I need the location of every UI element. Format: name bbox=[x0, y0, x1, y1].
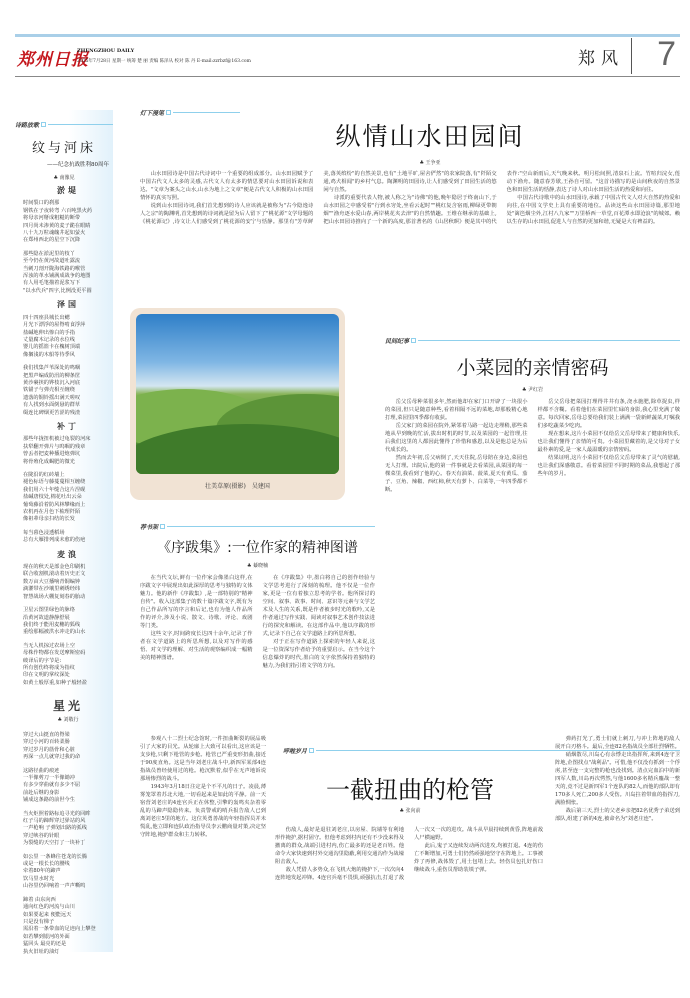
byline: ♣ 刘敬行 bbox=[57, 716, 79, 723]
stanza: 四十四座县城长出鳃 月光下漂浮的屋脊啃食浮萍 盐碱地伸出惨白的手指 丈量腐木记录的水位线 婴儿的摇篮卡在槐树顶端 像搁浅的木船等待季风 bbox=[23, 314, 86, 358]
poem-section-title: 麦浪 bbox=[57, 549, 79, 559]
paragraph: 战后第三天,烈士的父老乡亲把82名优秀子弟送到部队,组建了新的4连,被命名为"刘老庄连"。 bbox=[555, 808, 680, 822]
stanza: 每当暮色浸透稻场 总有大雁排列成未愈的伤疤 bbox=[23, 529, 86, 544]
column-label: 荐书架 bbox=[140, 524, 159, 531]
label-box bbox=[41, 122, 46, 127]
label-rule bbox=[48, 124, 113, 125]
article-body bbox=[275, 826, 543, 993]
stanza: 那些年拢扭机被过龟裂的河床 扶犁翻开弹片与呜咽的残章 曾丢者把麦种播进炮弹坑 将骨殖化成蝎肥的微光 bbox=[23, 436, 91, 465]
grassland-photo bbox=[136, 314, 339, 474]
byline: ♣ 南豫见 bbox=[53, 175, 75, 181]
issue-meta: 2025年7月28日 星期一 统筹 楚 丽 责编 陈泽从 校对 陈 丹 E-mail:zzrbzf@163.com bbox=[77, 59, 251, 64]
article-book-review bbox=[140, 522, 375, 694]
byline: ♣ 尹红岩 bbox=[521, 387, 544, 393]
byline: ♣ 王争亚 bbox=[419, 160, 441, 166]
label-box bbox=[160, 524, 165, 529]
poem-title: 纹与河床 bbox=[31, 141, 96, 156]
article-body bbox=[555, 735, 680, 993]
paragraph: 在当代文坛,鲜有一位作家会像墨白这样,在序跋文字中展现出如此深厚的思考与独特的文体魅力。他的新作《序跋集》,是一部特别的"精神自传"。收入这部集子的数十篇序跋文字,既有为自己作品所写的序言和后记,也有为他人作品所作的评介,涉及小说、散文、诗歌、评论、戏剧等门类。 bbox=[140, 575, 253, 629]
paragraph: 这些文字,时间跨度长达四十余年,记录了作者在文学道路上的所思所想,以及对写作的感悟、对文学的理解、对生活的观察编织成一幅精美的精神图谱。 bbox=[140, 631, 253, 661]
photo-caption: 壮美草原(摄影) 吴建国 bbox=[205, 483, 270, 490]
stanza: 在陇沿的红砖墙上 褪色标语与藤蔓蔓相互缠绕 我们用六十年缝合这片涅砚 盐碱唐枝处,棉花吐出云朵 葡萄藤沿着防风林攀缘而上 农机再在月色下梳理阡陌 像祖辈母亲扫结的长发 bbox=[23, 472, 86, 523]
paragraph: 诗派的重要代表人物,被人称之为"诗佛"的他,晚年隐居于终南山下,于山水田园之中感受着"行到水穷处,坐看云起时""桃红复含宿雨,柳绿更带朝烟""渔舟逐水爱山春,两岸桃花夹去津"的自然情趣。王维在继承的基础上,把山水田园诗推向了一个新的高度,那首著名的《山居秋暝》便是其中的代表作:"空山新雨后,天气晚来秋。明月松间照,清泉石上流。竹喧归浣女,莲动下渔舟。随意春芳歇,王孙自可留。"这首诗描写的是山间秋夜的自然景色和田园生活的恬静,表达了诗人对山水田园生活的热爱和向往。 bbox=[323, 171, 680, 225]
article-body bbox=[140, 170, 680, 298]
stanza: 时间裂口的刹那 钢铁在子夜转弯 六百吨黑火药 将母亲河掰成粗糙的断带 四月尚未渗黄的麦子跪在眼睛 八十九万粒魂魄井起如萤火 在郑州西北的星空下沉降 bbox=[23, 200, 93, 244]
label-box bbox=[411, 338, 416, 343]
poem-section-title: 泽国 bbox=[57, 300, 79, 310]
paragraph: 伤敌人,最好是退驻刘老庄,以房屋、院墙等有利地形作掩护,据村固守。但他考虑到村内还有不少没来得及撤离的群众,战端引进村内,伤亡最多的还是老百姓。他命令大家快速到村外交通沟里隐蔽,利用交通沟作为战壕阻击敌人。 bbox=[275, 827, 404, 865]
stanza: 当火炬照着路标追寻光的回眸 红子马的蹄辉穿过驿站的风 一声枪响 子弹划出路的弧线 穿过峡谷的针眼 为裂缝的天空打了一块补丁 bbox=[23, 810, 91, 847]
poem-column bbox=[15, 110, 113, 955]
column-label: 诗路放歌 bbox=[15, 122, 40, 129]
paragraph: 弹药打光了,勇士们就上刺刀,与冲上阵地的敌人展开白刃格斗。最后,全连82名指战员全部壮烈牺牲。 bbox=[555, 736, 680, 750]
paragraph: 山水田园诗是中国古代诗词中一个重要的组成部分。山水田园赋予了中国古代文人太多的灵感,古代文人有太多的情思要对山水田园诉说和表达。"文章为案头之山水,山水为地上之文章"便是古代文人积极的山水田园情怀的真实写照。 bbox=[140, 171, 314, 201]
byline: ♣ 张向前 bbox=[399, 808, 421, 814]
stanza: 这路径曲的痕迹 一半像剪刀一半像锄冲 有多少穿曲就有多少不屈 前赴后继的身影 铺成这条路的前世今生 bbox=[23, 767, 81, 804]
column-label: 呼啦岁月 bbox=[283, 748, 308, 755]
paragraph: 敌人凭借人多势众,在飞机大炮的掩护下,一次次向4连阵地发起冲锋。4连官兵毫不畏惧,顽强抗击,打退了敌人一次又一次的进攻。战斗从早晨持续到黄昏,阵地前敌人尸横遍野。 bbox=[275, 827, 543, 881]
stanza: 穿过大山挺直的脊梁 穿过小河的百转柔肠 穿过岁月的筋骨和心脏 再深一点儿就穿过我的命 bbox=[23, 731, 81, 761]
stanza: 卫星云图里绿色的脉络 沿黄河故道静静舒展 我们终于能用麦穗的狐线 重绘那幅被洪水冲走的山水 bbox=[23, 607, 86, 636]
poem-section-title: 补丁 bbox=[57, 421, 79, 431]
paragraph: 在《序跋集》中,墨白将自己的创作经验与文学思考进行了深刻的梳理。他不仅是一位作家,更是一位有着独立思考的学者。他所探讨的空间、叙事、故事、时间、意识等元素与文学艺术及人生的关系,既是作者被步时光的歌吟,又是作者通过写作实践、阅读对叙事艺术创作技法进行的探究和解读。在这部作品中,他以序跋的形式,记录下自己在文学道路上的所思所想。 bbox=[262, 575, 375, 637]
article-body bbox=[385, 398, 680, 718]
paragraph: 然而去年初,岳父病倒了,天天住院,岳母陪在身边,菜园也无人打理。出院后,他的第一件事就是去看菜园,从菜园的每一棵菜里,我看到了他的心。春天有油菜、菠菜,夏天有黄瓜、茄子、豆角、辣椒、西红柿,秋天有萝卜、白菜等,一年四季都不断。 bbox=[385, 455, 528, 493]
article-body bbox=[140, 735, 266, 993]
stanza: 我们找集芦苇深处的鸣咽 把黑声编成防汛的柳条筐 黄沙裹挟的铧枝沉入河底 铁锚子与弹壳相互缠绕 遗落的铜铃摇出满天嗟叹 有人找到水面倒悬的群草 缀连比碑烟更苦涩的残渣 bbox=[23, 365, 81, 416]
paragraph: 参观八十二烈士纪念馆时,一件扭曲断裂的展品吸引了大家的目光。从轮廓上大致可以看出,这应该是一支步枪,只剩下枪管的步枪。枪管已严重变形扭曲,接近于90度直角。这是当年刘老庄战斗中,新四军某部4连指战员曾经使用过的枪。枪沉默着,似乎在无声地诉说那场惨烈的战斗。 bbox=[140, 736, 266, 782]
photo-frame bbox=[130, 308, 345, 500]
headline: 小菜园的亲情密码 bbox=[456, 357, 609, 379]
stanza: 现在的秋天是部金色印刷机 联合收割机滚动着历史正文 数万亩大豆播响青铜编钟 滴灌带在沙壤里刺绣经纬 智慧战场大棚复刻春的胎动 bbox=[23, 564, 86, 600]
label-box bbox=[309, 748, 314, 753]
column-label: 民间纪事 bbox=[385, 338, 410, 345]
section-name: 郑风 bbox=[578, 49, 624, 69]
stanza: 那些隐在淤泥里的枝丫 至今仍在黄河故道吐露流 当刺刀剖开陇海铁路的喉管 浑浊的革水铺满成战争的地图 有人用毛笔描着泥浆写下 "以水代兵"四字,比例没更平圆 bbox=[23, 250, 92, 294]
article-landscape-poetry bbox=[140, 108, 680, 298]
paragraph: 1943年3月18日注定是个不平凡的日子。凌晨,薄雾笼罩着苏北大地,一切看起来是如此的平静。前一天宿营刘老庄的4连官兵正在休整,引擎的轰鸣夹杂着零乱的马蹄声隐隐传来。负责警戒的哨兵报告敌人已到离刘老庄5里的地方。这位英勇善战的年轻指挥员并未慌乱,他立即和连队政治指导员李云鹏商量对策,决定坚守阵地,掩护群众和主力转移。 bbox=[140, 784, 266, 838]
english-name: ZHENGZHOU DAILY bbox=[77, 48, 135, 54]
paragraph: 此后,鬼子又连续发动两次进攻,均被打退。4连的伤亡不断增加,可勇士们仍然顽强地坚守在阵地上。工事被炸了再修,战体毁了,用土包堵上去。轻伤员包扎好伤口继续战斗,重伤员帮助装填子弹。 bbox=[414, 843, 543, 873]
article-vegetable-garden bbox=[385, 336, 680, 718]
article-body bbox=[140, 574, 375, 694]
label-rule bbox=[173, 112, 240, 113]
byline: ♣ 綦晓楠 bbox=[246, 563, 269, 569]
label-box bbox=[166, 110, 171, 115]
divider bbox=[631, 38, 632, 74]
label-rule bbox=[167, 526, 375, 527]
poem-subtitle: ——纪念抗战胜利80周年 bbox=[47, 162, 109, 168]
headline: 一截扭曲的枪管 bbox=[326, 776, 494, 804]
paragraph: 硝烟散尽,川岛心有余悸走出指挥所,来到4连守卫阵地,企图找点"战利品"。可惜,他不仅没有抓到一个俘虏,甚至连一支完整的枪也没找到。清点完血泊中的新四军人数,川岛再次愕然,与他1600多名精兵鏖战一整天的,竟不过是新四军1个连队的82人,而他的部队却有170多人死亡,200多人受伤。川岛拄着带血的指挥刀,满脸惆怅。 bbox=[555, 752, 680, 806]
poem-body bbox=[15, 187, 113, 956]
paragraph: 结果证明,这片小菜园不仅给岳父岳母带来了灵气的慰藉,也让我们深感敬意。看着菜园里不同时期的菜品,我想起了那些年的岁月。 bbox=[537, 455, 680, 477]
paragraph: 现在想来,这片小菜园不仅给岳父岳母带来了健康和快乐,也让我们懂得了亲情的可贵。小菜园里藏着的,是父母对子女最朴素的爱,是一家人最温暖的亲情密码。 bbox=[537, 431, 680, 453]
paragraph: 岳父家门的菜园在院外,紧邻着马路一起边走埋稍,那些菜地从早到晚的忙活,拔出时机的时节,以及菜园的一起管理,往后我们这里的人都因此懂得了珍惜和感恩,以及是他总是为后代成长的。 bbox=[385, 423, 528, 453]
paragraph: 中国古代诗歌中的山水田园诗,承载了中国古代文人对大自然的热爱和向往,在中国文学史上具有重要的地位。品读这些山水田园诗篇,那里地处"篱笆烟尘外,江村八九家""万里桥西一草堂,百花潭水即沧浪"的城郊。赖以生存的山水田园,促进人与自然的更加和谐,无疑是大有裨益的。 bbox=[506, 195, 680, 225]
paragraph: 对于正在写作道路上探索的年轻人来说,这是一位资深写作者给予的重要启示。在当今这个信息爆炸的时代,墨白的文字依然保持着独特的魅力,为我们指引着文学的方向。 bbox=[262, 639, 375, 669]
poem-section-title: 淤堤 bbox=[57, 186, 79, 195]
newspaper-logo: 郑州日报 bbox=[17, 50, 89, 70]
page-number: 7 bbox=[657, 35, 676, 73]
column-label: 灯下漫笔 bbox=[140, 110, 165, 117]
masthead bbox=[15, 37, 680, 77]
label-rule bbox=[418, 340, 680, 341]
paragraph: 说到山水田园诗词,我们首先想到的诗人应该就是被称为"古今隐逸诗人之宗"的陶渊明,首先想到的诗词就是留为后人留下了"桃花源"文学母题的《桃花源记》,诗文让人们感受到了桃花源的安宁与恬静。那里有"芳草鲜美,落英缤纷"的自然美景,也有"土地平旷,屋舍俨然"的农家院落,有"阡陌交通,鸡犬相闻"的乡村气息。陶渊明的田园诗,让人们感受到了田园生活的悠闲与自然。 bbox=[140, 171, 497, 225]
paragraph: 岳父岳母把菜园打理得井井有条,浇水施肥,除草捉虫,样样都不含糊。看着他们在菜园里忙碌的身影,我心里充满了敬意。每次回家,岳母总要给我们装上满满一袋新鲜蔬菜,叮嘱我们多吃蔬菜少吃肉。 bbox=[537, 399, 680, 429]
paragraph: 岳父岳母种菜很多年,然而他却在家门口开辟了一块很小的菜园,但只是随意种些,看着相隔不远的菜地,却那般精心地打理,菜园里四季都有收获。 bbox=[385, 399, 528, 421]
stanza: 如公里 一条蜂往苍龙的长腾 或是一根长长的腰线 牵着80年的蹄声 饮马里水时光 山谷里仍回响着一声声嘶鸣 bbox=[23, 853, 87, 890]
headline: 《序跋集》:一位作家的精神图谱 bbox=[157, 540, 358, 556]
poem-section-title: 星光 bbox=[52, 699, 83, 714]
stanza: 当无人机掠过农场上空 母株作物都在发送摩斯密码 破译后的字节是: 所有创伤终将成为指纹 印在文明的掌纹深处 如黄土般厚重,如种子般轻盈 bbox=[23, 642, 87, 686]
stanza: 蹄着 由东向西 通向红色的河流与山川 如果要起来 便能远天 只是没有梯子 需沿着一条带血的足迹向上攀登 如若攀到银河的外面 猛回头 最亮的还是 执火旧址的油灯 bbox=[23, 896, 96, 955]
headline: 纵情山水田园间 bbox=[335, 122, 525, 151]
